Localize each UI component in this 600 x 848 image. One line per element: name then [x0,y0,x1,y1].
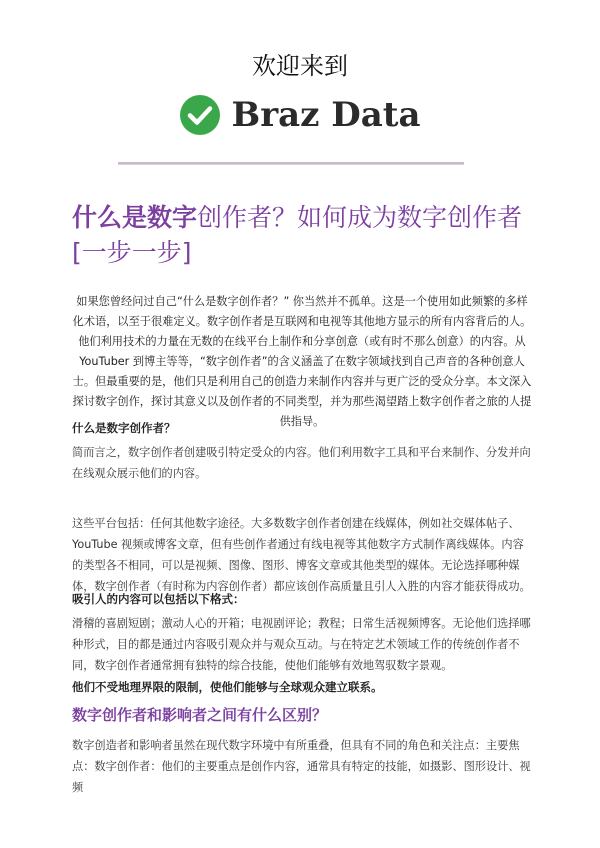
section-paragraph-formats: 滑稽的喜剧短剧；激动人心的开箱；电视剧评论；教程；日常生活视频博客。无论他们选择哪种形式，目的都是通过内容吸引观众并与观众互动。与在特定艺术领域工作的传统创作者不同，数字创作者通常拥有独特的综合技能，使他们能够有效地驾驭数字景观。 [72,617,531,672]
article-title-rest: 创作者？如何成为数字创作者 [一步一步] [72,203,523,267]
welcome-heading: 欢迎来到 [252,52,348,80]
section-paragraph-definition: 简而言之，数字创作者创建吸引特定受众的内容。他们利用数字工具和平台来制作、分发并向在线观众展示他们的内容。 [72,446,531,480]
section-heading-what-is: 什么是数字创作者？ [72,421,176,435]
article-title [72,200,532,270]
article-title-bold: 什么是数字 [72,203,198,232]
section-heading-global: 他们不受地理界限的限制，使他们能够与全球观众建立联系。 [72,680,383,694]
logo-text: Braz Data [231,95,421,135]
header-divider [118,162,464,165]
section-paragraph-difference: 数字创造者和影响者虽然在现代数字环境中有所重叠，但具有不同的角色和关注点：主要焦点：数字创作者：他们的主要重点是创作内容，通常具有特定的技能，如摄影、图形设计、视频 [72,739,531,794]
section-heading-formats: 吸引人的内容可以包括以下格式： [72,592,245,606]
section-heading-difference: 数字创作者和影响者之间有什么区别？ [72,706,328,724]
intro-paragraph: 如果您曾经问过自己“什么是数字创作者？” 你当然并不孤单。这是一个使用如此频繁的多样化术语，以至于很难定义。数字创作者是互联网和电视等其他地方显示的所有内容背后的人。他们利用技术的力量在无数的在线平台上制作和分享创意（或有时不那么创意）的内容。从 YouTuber 到博主等等，“数字创作者”的含义涵盖了在数字领域找到自己声音的各种创意人士。但最重要的是，他们只是利用自己的创造力来制作内容并与更广泛的受众分享。本文深入探讨数字创作，探讨其意义以及创作者的不同类型，并为那些渴望踏上数字创作者之旅的人提供指导。 [72,295,532,428]
brand-logo [0,94,600,136]
check-circle-icon [179,94,221,136]
section-paragraph-platforms: 这些平台包括：任何其他数字途径。大多数数字创作者创建在线媒体，例如社交媒体帖子、YouTube 视频或博客文章，但有些创作者通过有线电视等其他数字方式制作离线媒体。内容的类型各不相同，可以是视频、图像、图形、博客文章或其他类型的媒体。无论选择哪种媒体，数字创作者（有时称为内容创作者）都应该创作高质量且引人入胜的内容才能获得成功。 [72,517,531,593]
